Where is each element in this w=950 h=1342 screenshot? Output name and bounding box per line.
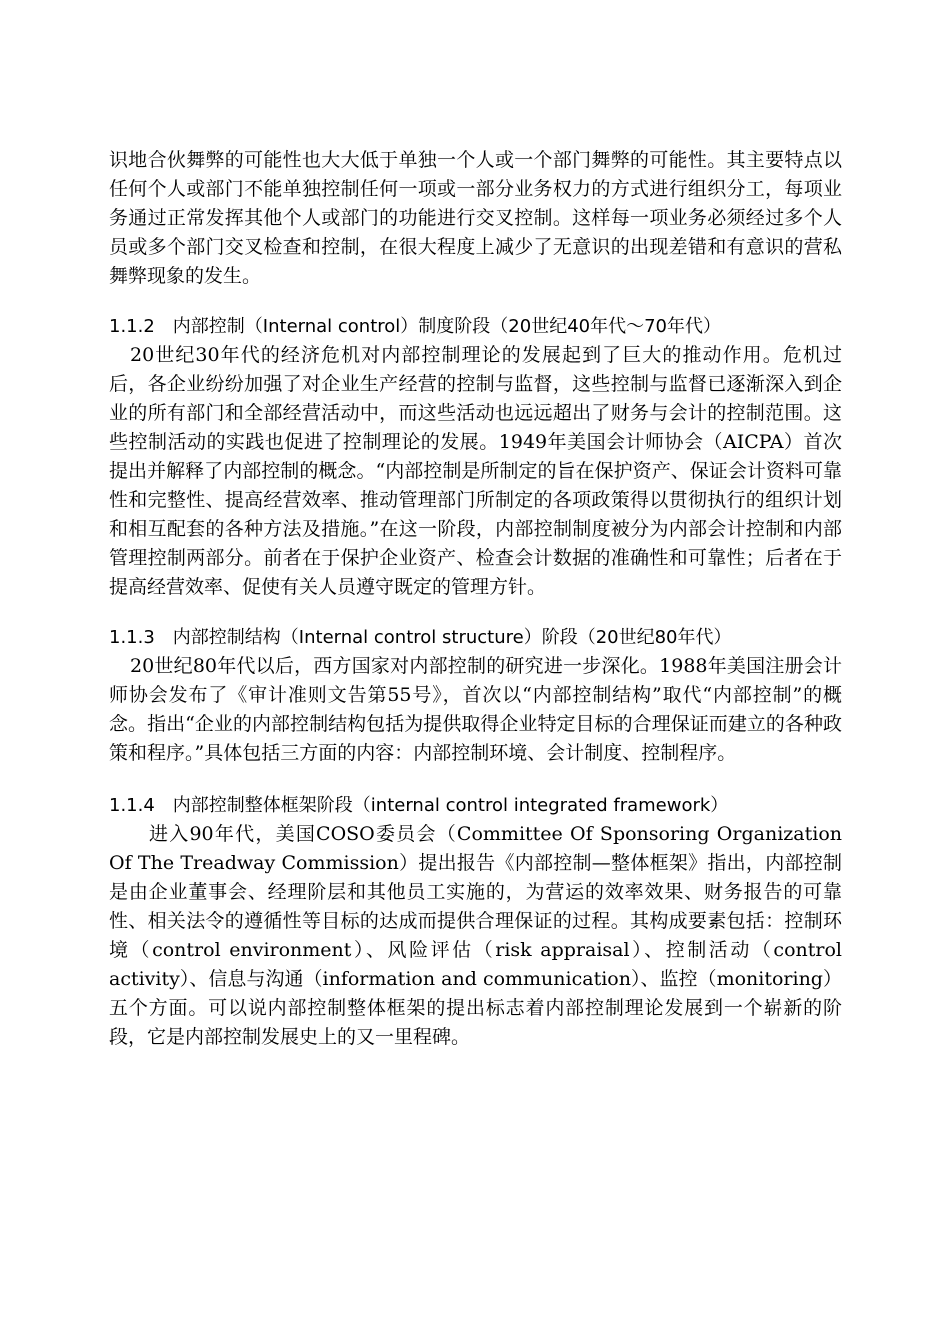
paragraph-internal-control-system: 20世纪30年代的经济危机对内部控制理论的发展起到了巨大的推动作用。危机过后，各企业纷纷加强了对企业生产经营的控制与监督，这些控制与监督已逐渐深入到企业的所有部门和全部经营活动中，而这些活动也远远超出了财务与会计的控制范围。这些控制活动的实践也促进了控制理论的发展。1949年美国会计师协会（AICPA）首次提出并解释了内部控制的概念。“内部控制是所制定的旨在保护资产、保证会计资料可靠性和完整性、提高经营效率、推动管理部门所制定的各项政策得以贯彻执行的组织计划和相互配套的各种方法及措施。”在这一阶段，内部控制制度被分为内部会计控制和内部管理控制两部分。前者在于保护企业资产、检查会计数据的准确性和可靠性；后者在于提高经营效率、促使有关人员遵守既定的管理方针。	[109, 344, 842, 598]
paragraph-internal-control-structure: 20世纪80年代以后，西方国家对内部控制的研究进一步深化。1988年美国注册会计师协会发布了《审计准则文告第55号》，首次以“内部控制结构”取代“内部控制”的概念。指出“企业的内部控制结构包括为提供取得企业特定目标的合理保证而建立的各种政策和程序。”具体包括三方面的内容：内部控制环境、会计制度、控制程序。	[109, 655, 842, 764]
paragraph-gap	[109, 602, 842, 623]
section-heading-1-1-2: 1.1.2 内部控制（Internal control）制度阶段（20世纪40年代～70年代）	[109, 316, 721, 337]
section-heading-1-1-3: 1.1.3 内部控制结构（Internal control structure）阶段（20世纪80年代）	[109, 627, 732, 648]
paragraph-gap	[109, 291, 842, 312]
paragraph-integrated-framework: 进入90年代，美国COSO委员会（Committee Of Sponsoring Organization Of The Treadway Commission）提出报告《内部控制—整体框架》指出，内部控制是由企业董事会、经理阶层和其他员工实施的，为营运的效率效果、财务报告的可靠性、相关法令的遵循性等目标的达成而提供合理保证的过程。其构成要素包括：控制环境（control environment）、风险评估（risk appraisal）、控制活动（control activity）、信息与沟通（information and communication）、监控（monitoring）五个方面。可以说内部控制整体框架的提出标志着内部控制理论发展到一个崭新的阶段，它是内部控制发展史上的又一里程碑。	[109, 823, 842, 1048]
paragraph-segregation-of-duties: 识地合伙舞弊的可能性也大大低于单独一个人或一个部门舞弊的可能性。其主要特点以任何个人或部门不能单独控制任何一项或一部分业务权力的方式进行组织分工，每项业务通过正常发挥其他个人或部门的功能进行交叉控制。这样每一项业务必须经过多个人员或多个部门交叉检查和控制，在很大程度上减少了无意识的出现差错和有意识的营私舞弊现象的发生。	[109, 149, 842, 287]
section-heading-1-1-4: 1.1.4 内部控制整体框架阶段（internal control integrated framework）	[109, 795, 729, 816]
paragraph-gap	[109, 768, 842, 791]
document-body	[109, 146, 842, 1052]
